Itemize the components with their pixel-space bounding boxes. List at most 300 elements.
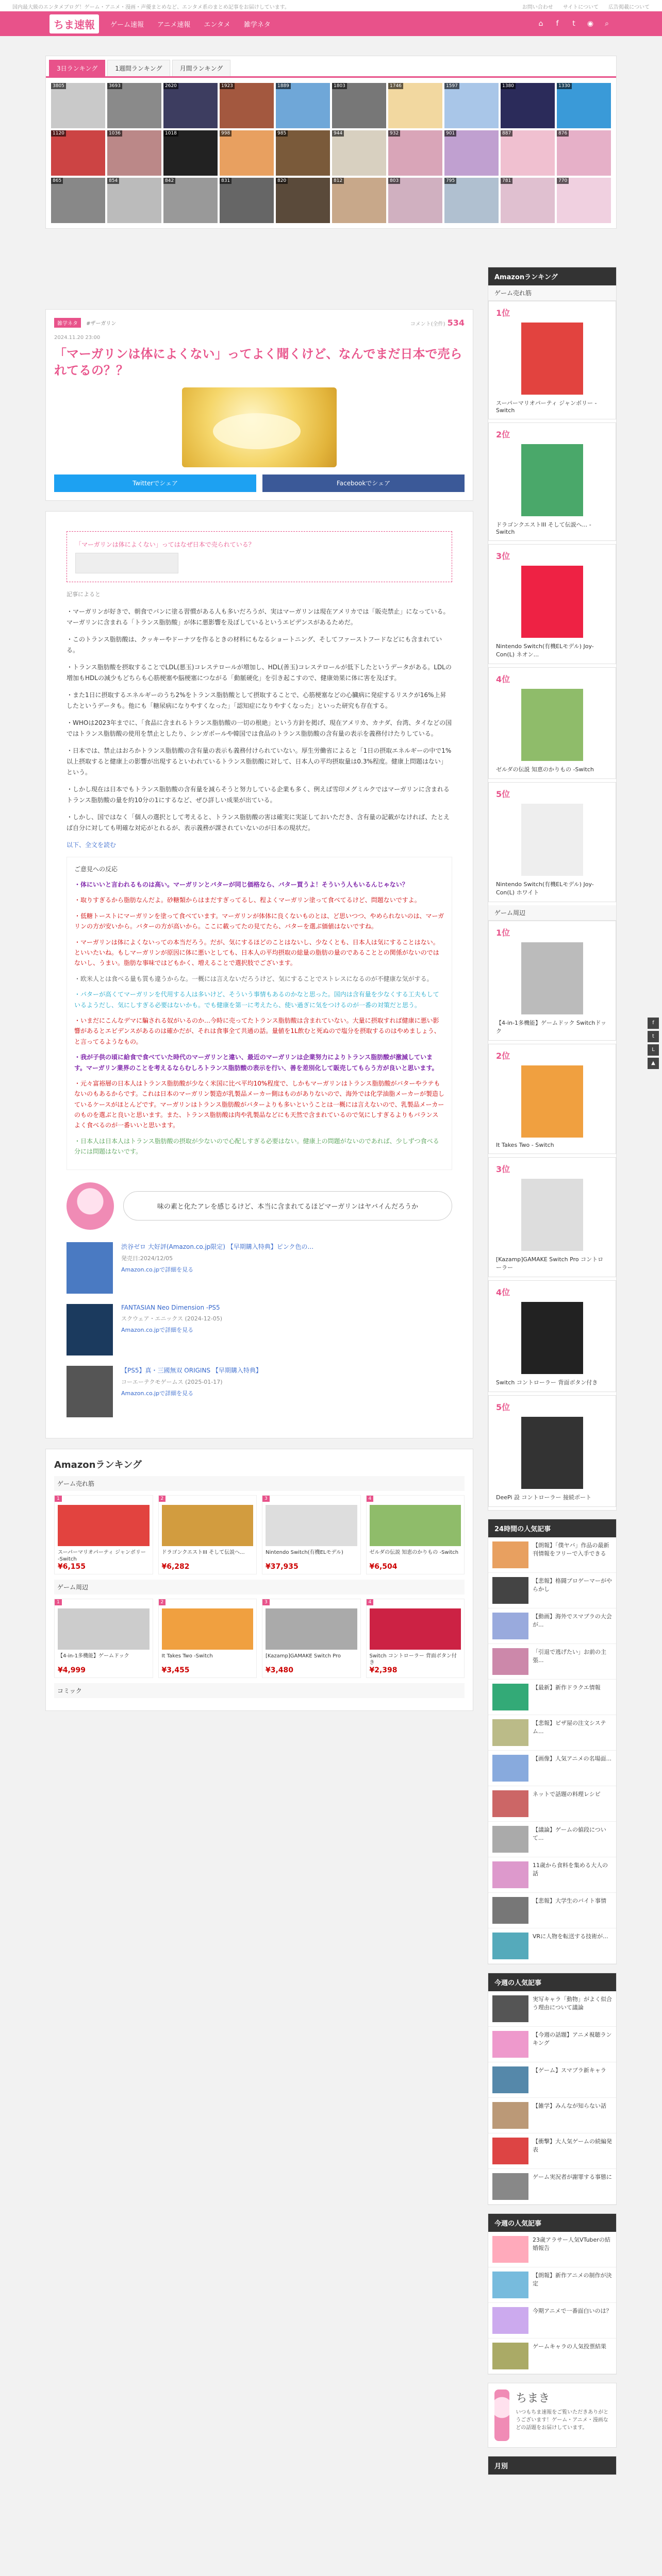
- product-name[interactable]: 【4-in-1多機能】ゲームドック Switchドック: [496, 1020, 606, 1035]
- product-image[interactable]: [521, 804, 583, 876]
- product-title[interactable]: 渋谷ゼロ 大好評(Amazon.co.jp限定) 【早期購入特典】ピンク色の...: [121, 1243, 314, 1250]
- article-thumbnail[interactable]: [492, 1861, 528, 1888]
- share-float-fb-icon[interactable]: f: [648, 1018, 659, 1029]
- profile-description: いつもちま速報をご覧いただきありがとうございます！ゲーム・アニメ・漫画などの話題をお届けしています。: [516, 2410, 609, 2431]
- reaction-comment: ・低糖トーストにマーガリンを塗って食べています。マーガリンが体体に良くないものとは、ど思いつつ、やめられないのは、マーガリンの方が安いから。バターの方が高いから。ここに載ってたの見てたら、バターを選ぶ価値はないですね。: [74, 912, 444, 930]
- article-list-item[interactable]: [488, 2133, 616, 2169]
- article-link[interactable]: 【最新】新作ドラクエ情報: [533, 1684, 601, 1691]
- article-thumbnail[interactable]: [492, 2343, 528, 2369]
- amazon-ranking-heading: Amazonランキング: [488, 267, 616, 285]
- ranking-thumbnail[interactable]: [220, 178, 274, 223]
- amazon-link[interactable]: Amazon.co.jpで詳細を見る: [121, 1389, 194, 1397]
- ranking-thumbnail[interactable]: [107, 178, 161, 223]
- ranking-thumbnail[interactable]: [388, 83, 442, 128]
- reaction-comment: ・いまだにこんなデマに騙される奴がいるのか…今時に売ってたトランス脂肪酸は含まれていない。大量に摂取すれば健康に悪い影響があるとエビデンスがあるのは確かだが、それは食事全て共通の話。量値を1L飲むと死ぬので塩分を摂取するのはやめましょう、と言ってるようなもの。: [74, 1016, 440, 1045]
- article-thumbnail[interactable]: [492, 1790, 528, 1817]
- rank-item[interactable]: [488, 1280, 616, 1392]
- category-badge[interactable]: 雑学ネタ: [54, 318, 81, 328]
- rank-item[interactable]: [488, 1157, 616, 1277]
- rank-item[interactable]: [488, 422, 616, 541]
- read-full-link[interactable]: 以下、全文を読む: [67, 841, 117, 849]
- share-float-tw-icon[interactable]: t: [648, 1031, 659, 1042]
- article-link[interactable]: 【雑学】みんなが知らない話: [533, 2103, 606, 2109]
- ranking-tabs: [46, 56, 616, 78]
- amazon-product[interactable]: [262, 1495, 361, 1574]
- article-link[interactable]: 【悲報】格闘プロゲーマーがやらかし: [533, 1578, 612, 1592]
- rank-item[interactable]: [488, 1044, 616, 1154]
- product-name[interactable]: Nintendo Switch(有機ELモデル) Joy-Con(L) ネオン...: [496, 643, 594, 658]
- view-count: 1889: [276, 83, 291, 89]
- ranking-thumbnail[interactable]: [557, 178, 611, 223]
- amazon-link[interactable]: Amazon.co.jpで詳細を見る: [121, 1266, 194, 1273]
- amazon-product[interactable]: [366, 1599, 465, 1678]
- view-count: 887: [501, 130, 512, 137]
- product-image[interactable]: [521, 1302, 583, 1374]
- article-list-item[interactable]: [488, 1537, 616, 1573]
- profile-avatar: [494, 2389, 509, 2441]
- article-list-item[interactable]: [488, 2338, 616, 2374]
- ranking-thumbnail[interactable]: [51, 178, 105, 223]
- rank-number: 1位: [496, 928, 510, 938]
- view-count: 1018: [163, 130, 178, 137]
- article-link[interactable]: 【悲報】大学生のバイト事情: [533, 1897, 606, 1904]
- view-count: 820: [276, 178, 288, 184]
- article-title: 「マーガリンは体によくない」ってよく聞くけど、なんでまだ日本で売られてるの？？: [54, 347, 462, 378]
- ranking-thumbnail[interactable]: [163, 83, 218, 128]
- reaction-comment: ・我が子供の頃に給食で食べていた時代のマーガリンと違い、最近のマーガリンは企業努力によりトランス脂肪酸が激減しています。マーガリン業界のことを考えるならむしろトランス脂肪酸の表示を行い、善を差別化して販売してもらう方が良いと思います。: [74, 1054, 438, 1072]
- ranking-thumbnail[interactable]: [557, 83, 611, 128]
- tag-label[interactable]: #ザーガリン: [86, 321, 117, 327]
- article-list-item[interactable]: [488, 2098, 616, 2133]
- comment-count[interactable]: コメント(全件) 534: [410, 318, 465, 328]
- article-thumbnail[interactable]: [492, 2272, 528, 2298]
- product-image[interactable]: [162, 1505, 254, 1546]
- ranking-thumbnail[interactable]: [276, 83, 330, 128]
- facebook-share-button[interactable]: Facebookでシェア: [262, 474, 465, 492]
- product-price: ¥4,999: [58, 1666, 86, 1674]
- ranking-thumbnail[interactable]: [444, 130, 499, 176]
- share-buttons: [54, 474, 465, 492]
- product-image[interactable]: [67, 1304, 113, 1355]
- game-sales-heading: ゲーム売れ筋: [488, 285, 616, 301]
- product-price: ¥2,398: [369, 1666, 398, 1674]
- share-float-up-icon[interactable]: ▲: [648, 1058, 659, 1069]
- article-link[interactable]: ゲーム実況者が謝罪する事態に: [533, 2174, 612, 2180]
- rank-number: 2位: [496, 1051, 510, 1061]
- rank-badge: 1: [55, 1599, 62, 1605]
- article-list-item[interactable]: [488, 2267, 616, 2303]
- profile-name: ちまき: [516, 2392, 550, 2405]
- article-list-item[interactable]: [488, 1715, 616, 1751]
- product-title[interactable]: FANTASIAN Neo Dimension -PS5: [121, 1303, 220, 1311]
- amazon-product[interactable]: [262, 1599, 361, 1678]
- amazon-comic-heading: コミック: [54, 1683, 465, 1698]
- ranking-thumbnail[interactable]: [388, 178, 442, 223]
- article-paragraph: ・WHOは2023年までに、「食品に含まれるトランス脂肪酸の一切の根絶」という方針を掲げ、現在アメリカ、カナダ、台湾、タイなどの国ではトランス脂肪酸の使用を禁止としたり、シンガポールや韓国では食品のトランス脂肪酸の含有量の表示を義務付けたりしている。: [67, 719, 452, 738]
- rank-item[interactable]: [488, 1395, 616, 1507]
- product-meta: 発売日:2024/12/05: [121, 1255, 173, 1262]
- product-name[interactable]: ゼルダの伝説 知恵のかりもの -Switch: [496, 766, 594, 773]
- amazon-ranking-widget: [488, 267, 617, 1511]
- view-count: 998: [220, 130, 231, 137]
- amazon-product[interactable]: [54, 1599, 153, 1678]
- nav-anime[interactable]: アニメ速報: [157, 21, 191, 29]
- ranking-thumbnail[interactable]: [501, 130, 555, 176]
- quote-title[interactable]: 「マーガリンは体によくない」ってはなぜ日本で売られている？: [75, 540, 255, 548]
- product-image[interactable]: [58, 1505, 150, 1546]
- search-icon[interactable]: ⌕: [605, 20, 609, 28]
- popular-week-heading-2: 今週の人気記事: [488, 2214, 616, 2232]
- rank-number: 1位: [496, 308, 510, 318]
- product-title[interactable]: 【PS5】真・三國無双 ORIGINS 【早期購入特典】: [121, 1366, 262, 1374]
- product-image[interactable]: [67, 1242, 113, 1294]
- amazon-game-heading: ゲーム売れ筋: [54, 1476, 465, 1491]
- product-name[interactable]: [Kazamp]GAMAKE Switch Pro コントローラー: [496, 1256, 604, 1271]
- profile-widget: [488, 2383, 617, 2448]
- mascot-comment: [67, 1182, 452, 1230]
- view-count: 1923: [220, 83, 235, 89]
- article-thumbnail[interactable]: [492, 2307, 528, 2334]
- rank-badge: 3: [262, 1496, 270, 1502]
- view-count: 795: [444, 178, 456, 184]
- product-image[interactable]: [370, 1505, 461, 1546]
- ads-link[interactable]: 広告掲載について: [608, 5, 650, 10]
- article-list-item[interactable]: [488, 1644, 616, 1680]
- amazon-peri-heading: ゲーム周辺: [54, 1580, 465, 1595]
- article-list-item[interactable]: [488, 1928, 616, 1964]
- monthly-archive-heading: 月別: [488, 2456, 616, 2475]
- view-count: 770: [557, 178, 569, 184]
- product-price: ¥3,480: [266, 1666, 294, 1674]
- article-link[interactable]: 【衝撃】大人気ゲームの続編発表: [533, 2138, 612, 2153]
- rank-item[interactable]: [488, 544, 616, 664]
- article-paragraph: ・また1日に摂取するエネルギーのうち2%をトランス脂肪酸として摂取することで、心筋梗塞などの心臓病に発症するリスクが16%上昇したというデータも。他にも「糖尿病になりやすくなった」「認知症になりやすくなった」といった研究も存在する。: [67, 691, 446, 710]
- article-link[interactable]: 【朗報】「僕ヤバ」作品の最新刊情報をフリーで入手できる: [533, 1542, 609, 1557]
- nav-zatsugaku[interactable]: 雑学ネタ: [243, 21, 271, 29]
- product-name[interactable]: Nintendo Switch(有機ELモデル) Joy-Con(L) ホワイト: [496, 881, 594, 896]
- ranking-thumbnail[interactable]: [220, 83, 274, 128]
- article-link[interactable]: ネットで話題の料理レシピ: [533, 1791, 601, 1798]
- article-thumbnail[interactable]: [492, 1648, 528, 1675]
- ranking-thumbnail[interactable]: [51, 83, 105, 128]
- view-count: 932: [388, 130, 400, 137]
- nav-game[interactable]: ゲーム速報: [110, 21, 144, 29]
- reaction-comment: ・体にいいと言われるものは高い。マーガリンとバターが同じ価格なら、バター買うよ！そういう人もいるんじゃない？: [74, 881, 408, 889]
- site-description: 国内最大級のエンタメブログ！ゲーム・アニメ・漫画・声優まとめなど、エンタメ系のまとめ記事をお届けしています。: [12, 5, 290, 10]
- reactions-heading: ご意見への反応: [74, 866, 118, 873]
- article-link[interactable]: 【朗報】新作アニメの制作が決定: [533, 2272, 612, 2287]
- ranking-thumbnails: [46, 78, 616, 228]
- source-quote: [67, 531, 452, 582]
- rank-badge: 4: [367, 1599, 374, 1605]
- ranking-thumbnail[interactable]: [332, 178, 386, 223]
- view-count: 944: [332, 130, 344, 137]
- ranking-thumbnail[interactable]: [501, 178, 555, 223]
- product-image[interactable]: [266, 1505, 357, 1546]
- product-name[interactable]: スーパーマリオパーティ ジャンボリー -Switch: [58, 1549, 146, 1562]
- amazon-bottom-title: Amazonランキング: [54, 1459, 142, 1470]
- article-list-item[interactable]: [488, 1893, 616, 1928]
- article-thumbnail[interactable]: [492, 1897, 528, 1924]
- product-price: ¥6,504: [369, 1562, 398, 1571]
- article-thumbnail[interactable]: [492, 1577, 528, 1604]
- main-nav: [0, 11, 662, 36]
- article-link[interactable]: 23歳アラサー人気VTuberの結婚報告: [533, 2236, 610, 2251]
- view-count: 842: [163, 178, 175, 184]
- product-image[interactable]: [521, 1417, 583, 1489]
- product-name[interactable]: ドラゴンクエストIII そして伝説へ...: [161, 1549, 245, 1555]
- view-count: 1330: [557, 83, 572, 89]
- article-body: [45, 511, 473, 1438]
- ranking-thumbnail[interactable]: [51, 130, 105, 176]
- article-thumbnail[interactable]: [492, 1755, 528, 1782]
- reaction-comment: ・元々富裕層の日本人はトランス脂肪酸が少なく米国に比べ平均10%程度で、しかもマーガリンはトランス脂肪酸がバターやラテもないのもあるからです。これは日本のマーガリン製造が乳製品メーカー側はものがありないので、海外では化学油脂メーカーが製造しているケースがほとんどです。マーガリンはトランス脂肪酸がバターよりも多いということは一概には言えないので、乳製品メーカーのものを選ぶと良いと思います。また、トランス脂肪酸は肉や乳製品などにも天然で含まれているので気にしすぎるよりもバランスよく食べるのが一番いいと思います。: [74, 1079, 444, 1129]
- rank-badge: 3: [262, 1599, 270, 1605]
- product-price: ¥37,935: [266, 1562, 299, 1571]
- ranking-thumbnail[interactable]: [332, 130, 386, 176]
- article-list-item[interactable]: [488, 1573, 616, 1608]
- product-image[interactable]: [521, 323, 583, 395]
- top-strip: [0, 0, 662, 11]
- view-count: 1120: [51, 130, 66, 137]
- rank-item[interactable]: [488, 301, 616, 419]
- popular-week-widget: [488, 1973, 617, 2205]
- product-price: ¥6,155: [58, 1562, 86, 1571]
- product-name[interactable]: スーパーマリオパーティ ジャンボリー -Switch: [496, 400, 597, 414]
- mascot-bubble: 味の素と化たアレを感じるけど、本当に含まれてるほどマーガリンはヤバイんだろうか: [123, 1191, 452, 1221]
- article-thumbnail[interactable]: [492, 1719, 528, 1746]
- reaction-comment: ・パターが高くてマーガリンを代用する人は多いけど、そういう事情もあるのかなと思った。国内は含有量を少なくする工夫もしているようだし、気にしすぎる必要はないかも。でも健康を第一に考えたら、使い過ぎに気をつけるのが一番の対策だと思う。: [74, 991, 439, 1009]
- popular-24h-widget: [488, 1519, 617, 1964]
- article-link[interactable]: 「引退で逃げたい」お前の主張...: [533, 1649, 606, 1664]
- view-count: 781: [501, 178, 512, 184]
- ranking-thumbnail[interactable]: [163, 178, 218, 223]
- article-link[interactable]: 【ゲーム】スマブラ新キャラ: [533, 2067, 606, 2074]
- product-image[interactable]: [521, 1179, 583, 1251]
- article-thumbnail[interactable]: [492, 2138, 528, 2164]
- main-column: [45, 309, 473, 1711]
- twitter-share-button[interactable]: Twitterでシェア: [54, 474, 256, 492]
- product-name[interactable]: 【4-in-1多機能】ゲームドック: [58, 1653, 129, 1659]
- product-image[interactable]: [521, 1065, 583, 1138]
- rank-item[interactable]: [488, 667, 616, 779]
- article-link[interactable]: 【画像】人気アニメの名場面...: [533, 1755, 611, 1762]
- product-image[interactable]: [521, 566, 583, 638]
- article-link[interactable]: 【今週の話題】アニメ視聴ランキング: [533, 2031, 612, 2046]
- product-name[interactable]: It Takes Two - Switch: [496, 1142, 554, 1148]
- rank-number: 5位: [496, 1402, 510, 1412]
- article-thumbnail[interactable]: [492, 1541, 528, 1568]
- popular-week-widget-2: [488, 2213, 617, 2375]
- view-count: 1746: [388, 83, 403, 89]
- ranking-thumbnail[interactable]: [557, 130, 611, 176]
- share-float-line-icon[interactable]: L: [648, 1044, 659, 1056]
- amazon-link[interactable]: Amazon.co.jpで詳細を見る: [121, 1326, 194, 1333]
- article-list-item[interactable]: [488, 2062, 616, 2098]
- article-thumbnail[interactable]: [492, 1826, 528, 1853]
- nav-entame[interactable]: エンタメ: [204, 21, 230, 29]
- ranking-thumbnail[interactable]: [276, 178, 330, 223]
- view-count: 901: [444, 130, 456, 137]
- floating-share-icons: [648, 1018, 659, 1069]
- article-link[interactable]: 【議論】ゲームの値段について...: [533, 1826, 606, 1841]
- product-image[interactable]: [370, 1608, 461, 1650]
- article-list-item[interactable]: [488, 1822, 616, 1857]
- top-links: [514, 3, 650, 9]
- article-link[interactable]: 実写キャラ「動物」がよく似合う理由について議論: [533, 1996, 612, 2011]
- rank-item[interactable]: [488, 921, 616, 1041]
- view-count: 985: [276, 130, 288, 137]
- product-card: [67, 1242, 452, 1294]
- article-thumbnail[interactable]: [492, 2236, 528, 2263]
- product-name[interactable]: Nintendo Switch(有機ELモデル): [266, 1549, 343, 1555]
- product-name[interactable]: [Kazamp]GAMAKE Switch Pro: [266, 1653, 341, 1659]
- article-link[interactable]: ゲームキャラの人気投票結果: [533, 2343, 606, 2350]
- view-count: 1380: [501, 83, 516, 89]
- ranking-thumbnail[interactable]: [220, 130, 274, 176]
- article-link[interactable]: 【動画】海外でスマブラの大会が...: [533, 1613, 612, 1628]
- article-thumbnail[interactable]: [492, 1933, 528, 1959]
- view-count: 865: [51, 178, 63, 184]
- reaction-comment: ・取りすぎるから脂肪なんだよ。砂糖類からはまだすぎってるし、程よくマーガリン塗って食べてるけど、問題ないですよ。: [74, 896, 421, 904]
- ranking-thumbnail[interactable]: [107, 83, 161, 128]
- product-image[interactable]: [162, 1608, 254, 1650]
- article-thumbnail[interactable]: [492, 2031, 528, 2058]
- article-list-item[interactable]: [488, 2027, 616, 2062]
- tab-1week[interactable]: 1週間ランキング: [107, 60, 170, 76]
- product-image[interactable]: [58, 1608, 150, 1650]
- article-paragraph: ・しかし、国ではなく「個人の選択として考えると、トランス脂肪酸の害は確実に実証しておいただき、含有量の記載がなければ、たとえば自分に対しても明確な対応がとれるが、表示義務が課されていないのが日本の現状だ。: [67, 814, 450, 832]
- article-thumbnail[interactable]: [492, 2066, 528, 2093]
- tab-monthly[interactable]: 月間ランキング: [172, 60, 231, 76]
- rank-badge: 2: [159, 1599, 166, 1605]
- amazon-ranking-bottom: [45, 1449, 473, 1711]
- source-note: 記事によると: [67, 590, 101, 598]
- article-list-item[interactable]: [488, 1608, 616, 1644]
- article-list-item[interactable]: [488, 1857, 616, 1893]
- article-list-item[interactable]: [488, 2169, 616, 2205]
- product-meta: スクウェア・エニックス (2024-12-05): [121, 1315, 223, 1322]
- article-paragraph: ・このトランス脂肪酸は、クッキーやドーナツを作るときの材料にもなるショートニング、そしてファーストフードなどにも含まれている。: [67, 636, 442, 654]
- reactions-box: [67, 857, 452, 1170]
- product-name[interactable]: It Takes Two -Switch: [161, 1653, 213, 1659]
- product-price: ¥3,455: [161, 1666, 190, 1674]
- reaction-comment: ・欧米人とは食べる量も質も違うからな。一概には言えないだろうけど、気にすることでストレスになるのが不健康な気がする。: [74, 975, 433, 982]
- article-link[interactable]: VRに人物を転送する技術が...: [533, 1933, 608, 1940]
- view-count: 803: [388, 178, 400, 184]
- amazon-product[interactable]: [366, 1495, 465, 1574]
- facebook-icon[interactable]: f: [556, 20, 559, 28]
- article-list-item[interactable]: [488, 2303, 616, 2338]
- ranking-thumbnail[interactable]: [501, 83, 555, 128]
- rank-item[interactable]: [488, 782, 616, 902]
- product-meta: コーエーテクモゲームス (2025-01-17): [121, 1378, 223, 1385]
- about-link[interactable]: サイトについて: [562, 5, 599, 10]
- product-name[interactable]: ドラゴンクエストIII そして伝説へ... -Switch: [496, 521, 591, 535]
- article-paragraph: ・日本では、禁止はおろかトランス脂肪酸の含有量の表示も義務付けられていない。厚生労働省によると「1日の摂取エネルギーの中で1%以上摂取すると健康上の影響が出現するといわれているトランス脂肪酸に対して、日本人の平均摂取量は0.3%程度。健康上問題はない」という。: [67, 747, 452, 776]
- product-name[interactable]: Switch コントローラー 背面ボタン付き: [496, 1379, 598, 1386]
- quote-thumbnail: [75, 553, 178, 573]
- article-link[interactable]: 【悲報】ピザ屋の注文システム...: [533, 1720, 606, 1735]
- article-list-item[interactable]: [488, 2232, 616, 2267]
- article-list-item[interactable]: [488, 1786, 616, 1822]
- game-peripheral-heading: ゲーム周辺: [488, 905, 616, 921]
- article-list-item[interactable]: [488, 1751, 616, 1786]
- ranking-thumbnail[interactable]: [388, 130, 442, 176]
- home-icon[interactable]: ⌂: [538, 20, 543, 28]
- ranking-thumbnail[interactable]: [107, 130, 161, 176]
- ranking-thumbnail[interactable]: [163, 130, 218, 176]
- twitter-icon[interactable]: t: [572, 20, 575, 28]
- rank-number: 2位: [496, 430, 510, 439]
- product-image[interactable]: [521, 689, 583, 761]
- ranking-thumbnail[interactable]: [444, 83, 499, 128]
- view-count: 854: [107, 178, 119, 184]
- rank-number: 5位: [496, 789, 510, 799]
- rank-number: 4位: [496, 1287, 510, 1297]
- product-price: ¥6,282: [161, 1562, 190, 1571]
- article-thumbnail[interactable]: [492, 2102, 528, 2129]
- site-logo[interactable]: ちま速報: [49, 14, 99, 33]
- product-card: [67, 1366, 452, 1417]
- article-thumbnail[interactable]: [492, 2173, 528, 2200]
- ranking-thumbnail[interactable]: [276, 130, 330, 176]
- amazon-product[interactable]: [158, 1599, 257, 1678]
- view-count: 1803: [332, 83, 347, 89]
- ranking-thumbnail[interactable]: [332, 83, 386, 128]
- view-count: 1597: [444, 83, 459, 89]
- post-date: 2024.11.20 23:00: [54, 335, 101, 341]
- nav-icons: [530, 18, 613, 29]
- popular-24h-heading: 24時間の人気記事: [488, 1519, 616, 1537]
- rank-number: 3位: [496, 551, 510, 561]
- product-image[interactable]: [67, 1366, 113, 1417]
- product-name[interactable]: Switch コントローラー 背面ボタン付き: [369, 1653, 457, 1666]
- view-count: 2620: [163, 83, 178, 89]
- rank-number: 3位: [496, 1164, 510, 1174]
- article-list-item[interactable]: [488, 1680, 616, 1715]
- article-thumbnail[interactable]: [492, 1995, 528, 2022]
- amazon-product[interactable]: [54, 1495, 153, 1574]
- amazon-product[interactable]: [158, 1495, 257, 1574]
- article-list-item[interactable]: [488, 1991, 616, 2027]
- article-card: [45, 309, 473, 501]
- ranking-thumbnail[interactable]: [444, 178, 499, 223]
- article-link[interactable]: 11歳から食料を集める大人の話: [533, 1862, 608, 1877]
- contact-link[interactable]: お問い合わせ: [522, 5, 553, 10]
- article-paragraph: ・トランス脂肪酸を摂取することでLDL(悪玉)コレステロールが増加し、HDL(善玉)コレステロールが低下したというデータがある。LDLの増加もHDLの減少もどちらも心筋梗塞や脳梗塞につながる「動脈硬化」を引き起こすので、健康効果に体に害を及ぼす。: [67, 664, 452, 682]
- product-card: [67, 1304, 452, 1355]
- product-image[interactable]: [521, 942, 583, 1014]
- product-image[interactable]: [521, 444, 583, 516]
- article-thumbnail[interactable]: [492, 1613, 528, 1639]
- product-image[interactable]: [266, 1608, 357, 1650]
- article-paragraph: ・しかし現在は日本でもトランス脂肪酸の含有量を減らそうと努力している企業も多く、例えば雪印メグミルクではマーガリンに含まれるトランス脂肪酸の量を約10分の1にするなど、ぜひ詳しい成果が出ている。: [67, 786, 450, 804]
- popular-week-heading: 今週の人気記事: [488, 1973, 616, 1991]
- article-thumbnail[interactable]: [492, 1684, 528, 1710]
- view-count: 1036: [107, 130, 122, 137]
- rss-icon[interactable]: ◉: [587, 20, 594, 28]
- mascot-avatar: [67, 1182, 114, 1230]
- product-name[interactable]: ゼルダの伝説 知恵のかりもの -Switch: [369, 1549, 459, 1555]
- view-count: 831: [220, 178, 231, 184]
- reaction-comment: ・マーガリンは体によくないっての本当だろう。だが、気にするほどのことはないし、少なくとも、日本人は気にすることはない。といいたいね。もしマーガリンが原因に体に悪いとしても、日本人の平均摂取の総量の脂肪の量のであることとの関係がないのではないし、うまい。脂肪な事味ではどもかく、増えることで選択肢でございます。: [74, 938, 439, 967]
- product-name[interactable]: DeePi 設 コントローラー 接続ポート: [496, 1494, 591, 1501]
- ranking-panel: [45, 56, 617, 229]
- rank-badge: 2: [159, 1496, 166, 1502]
- tab-3day[interactable]: 3日ランキング: [49, 60, 105, 76]
- article-link[interactable]: 今期アニメで一番面白いのは？: [533, 2308, 612, 2314]
